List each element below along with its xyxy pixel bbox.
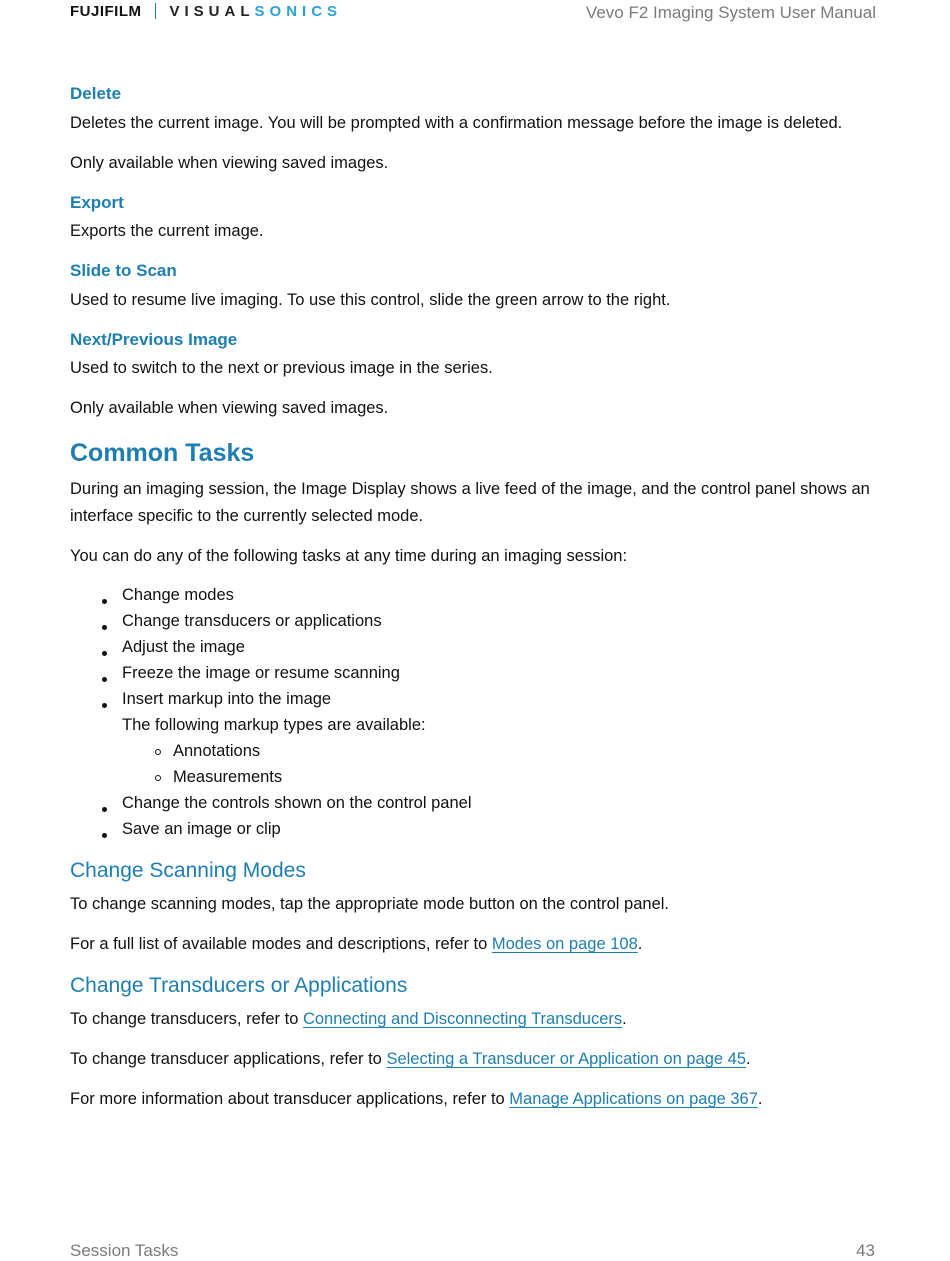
list-item: Adjust the image xyxy=(122,638,245,656)
sub-bullet xyxy=(155,775,161,781)
brand-logo xyxy=(70,1,342,21)
heading-slide-to-scan: Slide to Scan xyxy=(70,261,177,280)
reference-suffix: . xyxy=(746,1050,751,1068)
logo-sonics: SONICS xyxy=(254,2,343,20)
heading-common-tasks: Common Tasks xyxy=(70,439,255,467)
bullet xyxy=(102,703,107,708)
footer-section-name: Session Tasks xyxy=(70,1241,179,1260)
change-modes-reference xyxy=(70,931,642,958)
bullet xyxy=(102,807,107,812)
manual-title: Vevo F2 Imaging System User Manual xyxy=(585,3,876,22)
applications-info-reference xyxy=(70,1086,763,1113)
reference-text: To change transducers, refer to xyxy=(70,1010,303,1028)
heading-export: Export xyxy=(70,193,124,212)
markup-note: The following markup types are available: xyxy=(122,716,426,734)
bullet xyxy=(102,833,107,838)
page-number: 43 xyxy=(856,1241,875,1260)
logo-visual: VISUAL xyxy=(169,2,255,20)
bullet xyxy=(102,599,107,604)
next-previous-description: Used to switch to the next or previous image in the series. xyxy=(70,359,493,377)
delete-availability: Only available when viewing saved images. xyxy=(70,154,389,172)
sub-list-item: Measurements xyxy=(173,768,283,786)
list-item: Save an image or clip xyxy=(122,820,281,838)
common-tasks-intro: During an imaging session, the Image Display shows a live feed of the image, and the control panel shows an interface specific to the currently selected mode. xyxy=(70,480,870,525)
selecting-transducer-link[interactable]: Selecting a Transducer or Application on page 45 xyxy=(386,1050,747,1068)
reference-suffix: . xyxy=(637,935,643,953)
logo-divider xyxy=(155,3,156,19)
reference-suffix: . xyxy=(757,1090,763,1108)
modes-link[interactable]: Modes on page 108 xyxy=(491,935,638,953)
change-transducers-reference xyxy=(70,1006,627,1033)
sub-bullet xyxy=(155,749,161,755)
reference-suffix: . xyxy=(622,1010,627,1028)
export-description: Exports the current image. xyxy=(70,222,264,240)
reference-text: For more information about transducer applications, refer to xyxy=(70,1090,510,1108)
bullet xyxy=(102,625,107,630)
heading-change-transducers: Change Transducers or Applications xyxy=(70,974,408,997)
list-item: Change modes xyxy=(122,586,234,604)
connecting-transducers-link[interactable]: Connecting and Disconnecting Transducers xyxy=(302,1010,623,1028)
manage-applications-link[interactable]: Manage Applications on page 367 xyxy=(509,1090,758,1108)
list-item: Freeze the image or resume scanning xyxy=(122,664,400,682)
bullet xyxy=(102,677,107,682)
delete-description: Deletes the current image. You will be prompted with a confirmation message before the image is deleted. xyxy=(70,114,843,132)
fujifilm-logo-text: FUJIFILM xyxy=(70,2,142,20)
heading-delete: Delete xyxy=(70,84,122,103)
next-previous-availability: Only available when viewing saved images. xyxy=(70,399,389,417)
common-tasks-lead: You can do any of the following tasks at any time during an imaging session: xyxy=(70,547,628,565)
visualsonics-logo-text xyxy=(170,3,343,20)
reference-text: To change transducer applications, refer to xyxy=(70,1050,387,1068)
list-item: Change the controls shown on the control panel xyxy=(122,794,472,812)
change-applications-reference xyxy=(70,1046,751,1073)
list-item: Insert markup into the image xyxy=(122,690,332,708)
bullet xyxy=(102,651,107,656)
heading-change-scanning-modes: Change Scanning Modes xyxy=(70,859,306,882)
sub-list-item: Annotations xyxy=(173,742,261,760)
heading-next-previous-image: Next/Previous Image xyxy=(70,330,238,349)
slide-to-scan-description: Used to resume live imaging. To use this control, slide the green arrow to the right. xyxy=(70,291,671,309)
reference-text: For a full list of available modes and descriptions, refer to xyxy=(70,935,492,953)
change-modes-instruction: To change scanning modes, tap the appropriate mode button on the control panel. xyxy=(70,895,669,913)
list-item: Change transducers or applications xyxy=(122,612,382,630)
